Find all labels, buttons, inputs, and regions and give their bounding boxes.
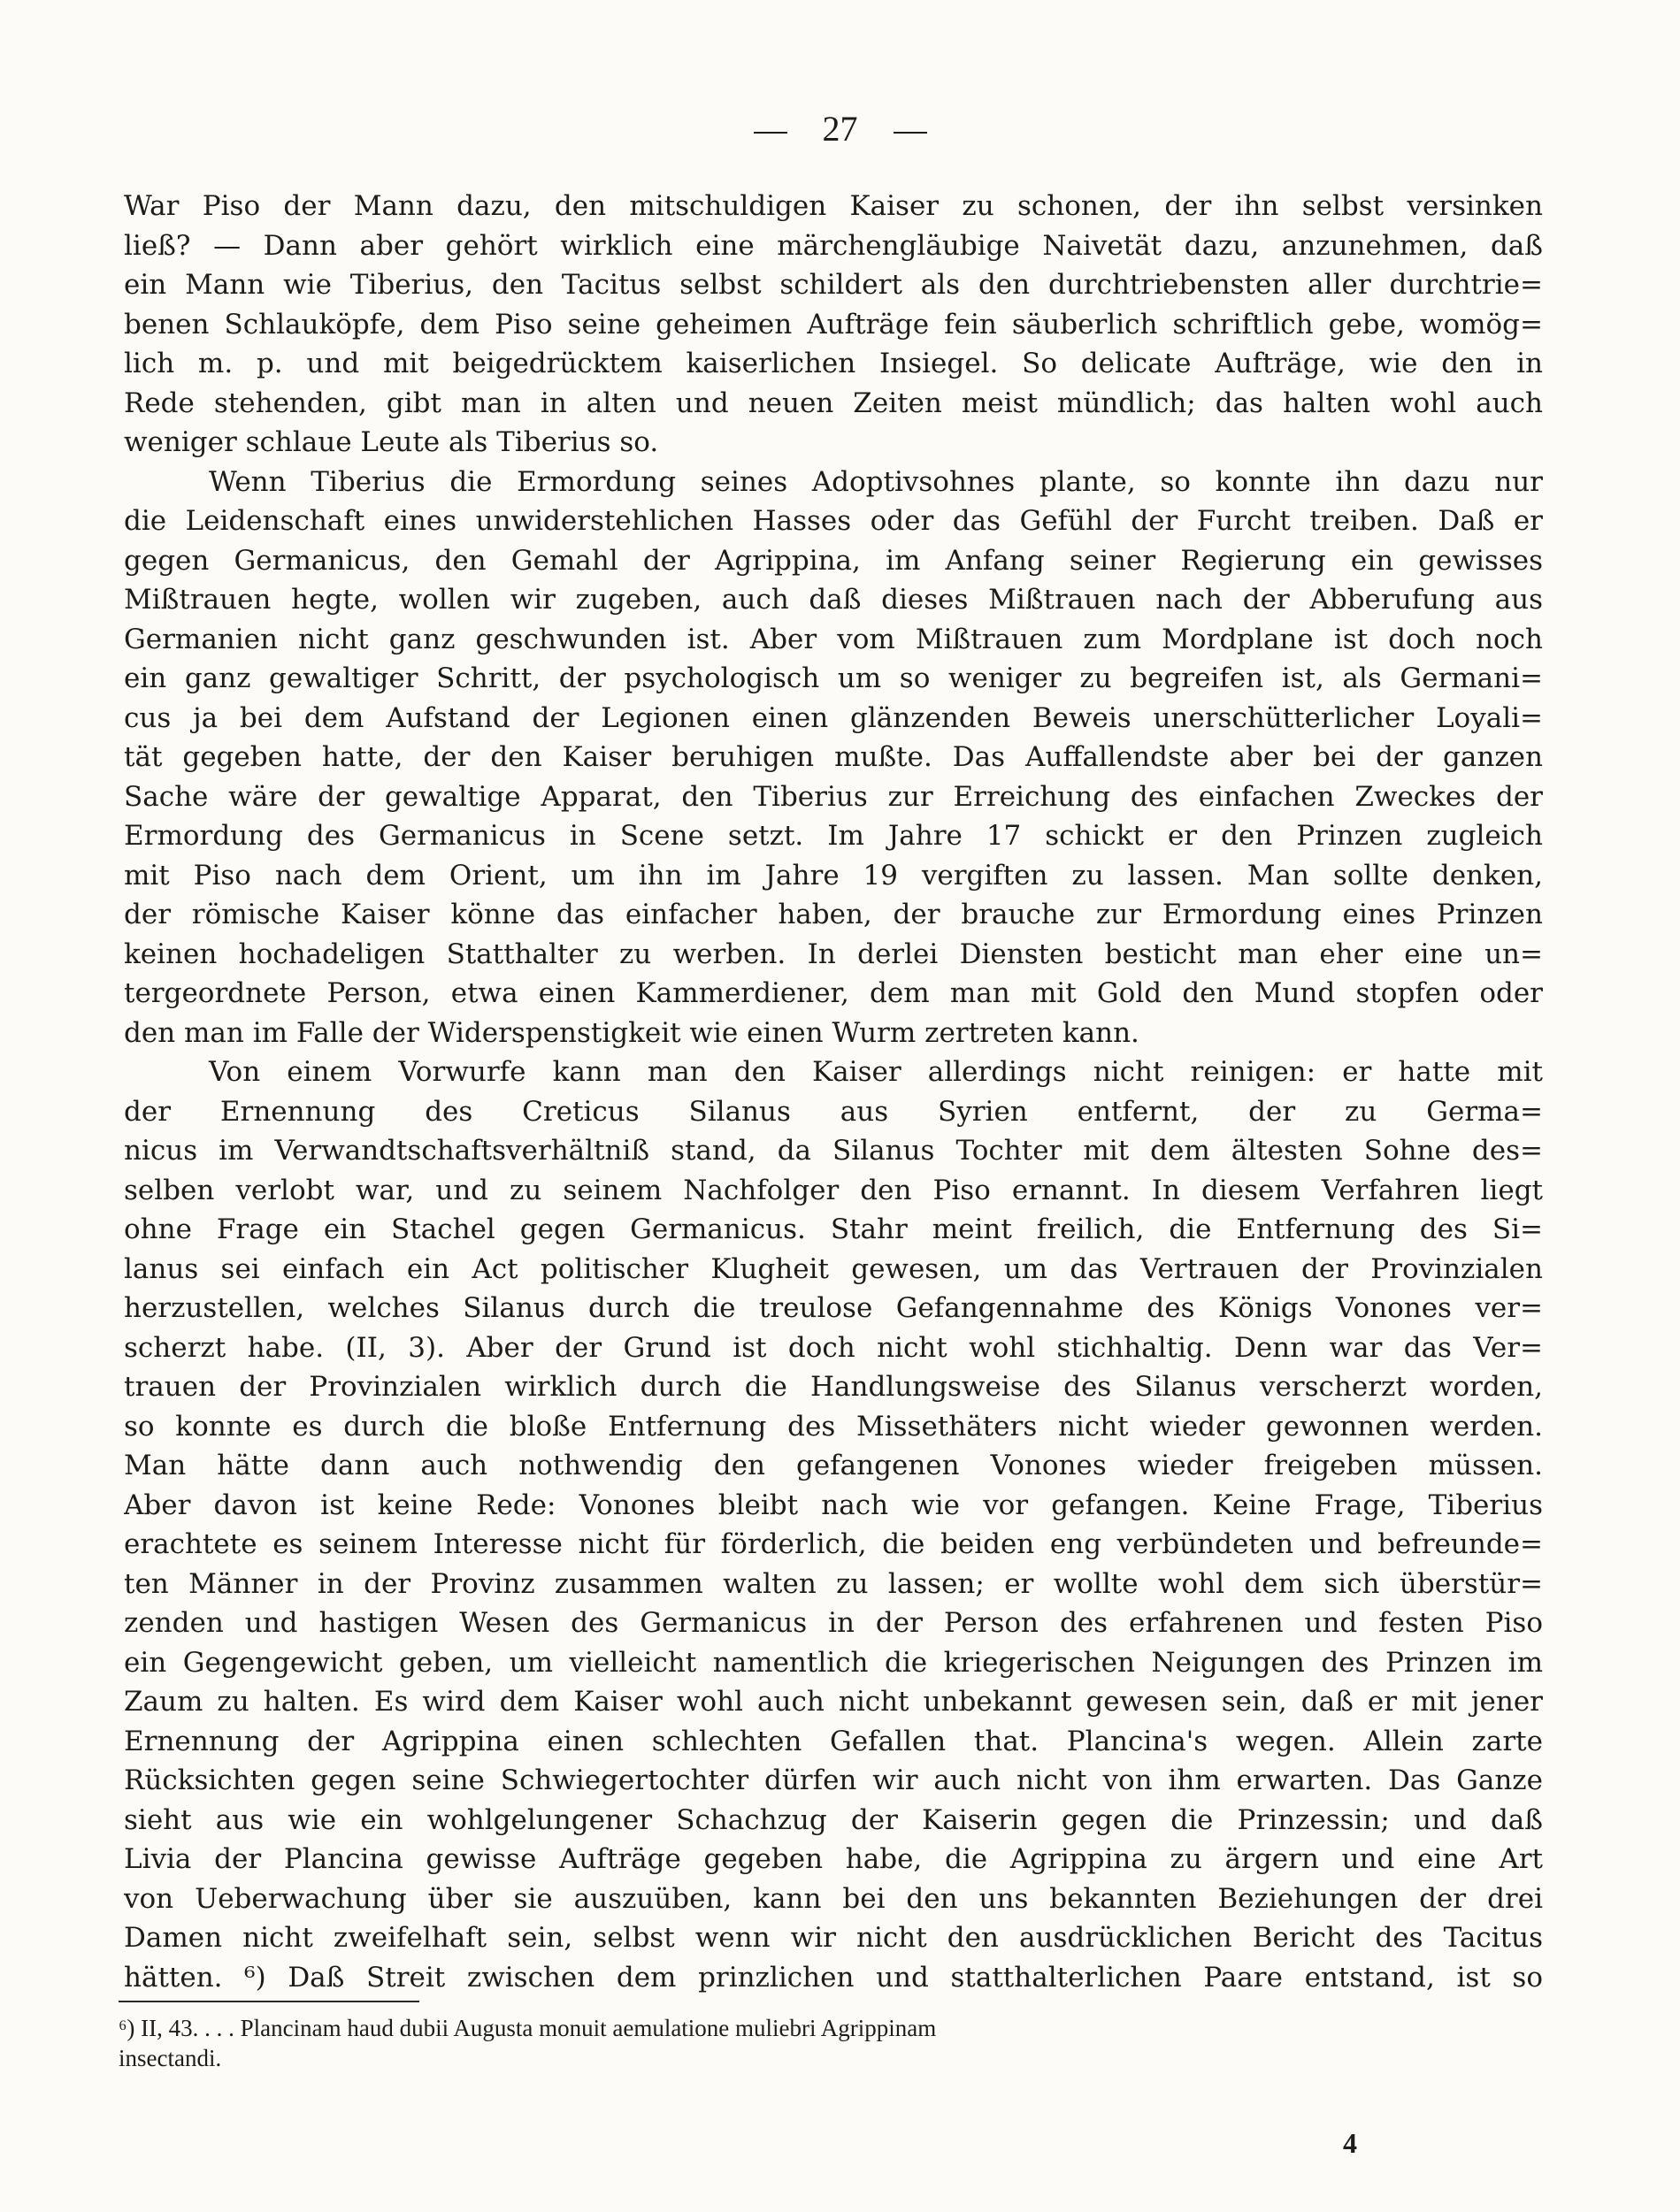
text-line: Man hätte dann auch nothwendig den gefangenen Vonones wieder freigeben müssen. <box>124 1450 1543 1481</box>
text-line: Ernennung der Agrippina einen schlechten Gefallen that. Plancina's wegen. Allein zarte <box>124 1725 1543 1757</box>
page-number: 27 <box>822 109 858 149</box>
text-line: scherzt habe. (II, 3). Aber der Grund ist doch nicht wohl stichhaltig. Denn war das Ver= <box>124 1331 1543 1364</box>
footnote-line: insectandi. <box>119 2045 222 2071</box>
paragraph-1 <box>124 187 1543 463</box>
text-line: der römische Kaiser könne das einfacher haben, der brauche zur Ermordung eines Prinzen <box>124 899 1543 930</box>
text-line: Mißtrauen hegte, wollen wir zugeben, auch daß dieses Mißtrauen nach der Abberufung aus <box>124 584 1543 616</box>
body-text <box>124 187 1543 1997</box>
text-line: von Ueberwachung über sie auszuüben, kann bei den uns bekannten Beziehungen der drei <box>124 1882 1543 1915</box>
text-line: Ermordung des Germanicus in Scene setzt. Im Jahre 17 schickt er den Prinzen zugleich <box>124 820 1543 852</box>
text-line: benen Schlauköpfe, dem Piso seine geheimen Aufträge fein säuberlich schriftlich gebe, womög= <box>124 308 1543 341</box>
text-line: Damen nicht zweifelhaft sein, selbst wenn wir nicht den ausdrücklichen Bericht des Tacitus <box>124 1922 1543 1954</box>
text-line: trauen der Provinzialen wirklich durch die Handlungsweise des Silanus verscherzt worden, <box>124 1371 1543 1403</box>
text-line: Aber davon ist keine Rede: Vonones bleibt nach wie vor gefangen. Keine Frage, Tiberius <box>124 1489 1543 1521</box>
header-dash-right <box>894 132 927 134</box>
text-line: Sache wäre der gewaltige Apparat, den Tiberius zur Erreichung des einfachen Zweckes der <box>124 780 1543 813</box>
text-line: Rücksichten gegen seine Schwiegertochter dürfen wir auch nicht von ihm erwarten. Das Ganze <box>124 1764 1543 1796</box>
page-header <box>0 108 1680 149</box>
text-line: mit Piso nach dem Orient, um ihn im Jahre 19 vergiften zu lassen. Man sollte denken, <box>124 859 1543 892</box>
text-line: Rede stehenden, gibt man in alten und neuen Zeiten meist mündlich; das halten wohl auch <box>124 387 1543 419</box>
text-line: so konnte es durch die bloße Entfernung des Missethäters nicht wieder gewonnen werden. <box>124 1410 1543 1443</box>
text-line: War Piso der Mann dazu, den mitschuldigen Kaiser zu schonen, der ihn selbst versinken <box>124 190 1543 222</box>
text-line: ein Gegengewicht geben, um vielleicht namentlich die kriegerischen Neigungen des Prinzen im <box>124 1646 1543 1679</box>
text-line: tergeordnete Person, etwa einen Kammerdiener, dem man mit Gold den Mund stopfen oder <box>124 977 1543 1009</box>
text-line: hätten. ⁶) Daß Streit zwischen dem prinzlichen und statthalterlichen Paare entstand, ist so <box>124 1961 1543 1994</box>
text-line: Germanien nicht ganz geschwunden ist. Aber vom Mißtrauen zum Mordplane ist doch noch <box>124 623 1543 655</box>
text-line: ten Männer in der Provinz zusammen walten zu lassen; er wollte wohl dem sich überstür= <box>124 1567 1543 1600</box>
text-line: nicus im Verwandtschaftsverhältniß stand, da Silanus Tochter mit dem ältesten Sohne des= <box>124 1135 1543 1167</box>
text-line: weniger schlaue Leute als Tiberius so. <box>124 426 659 458</box>
text-line: der Ernennung des Creticus Silanus aus Syrien entfernt, der zu Germa= <box>124 1095 1543 1128</box>
text-line: Von einem Vorwurfe kann man den Kaiser allerdings nicht reinigen: er hatte mit <box>209 1056 1543 1088</box>
text-line: Wenn Tiberius die Ermordung seines Adoptivsohnes plante, so konnte ihn dazu nur <box>209 465 1543 498</box>
text-line: lich m. p. und mit beigedrücktem kaiserlichen Insiegel. So delicate Aufträge, wie den in <box>124 348 1543 379</box>
text-line: tät gegeben hatte, der den Kaiser beruhigen mußte. Das Auffallendste aber bei der ganzen <box>124 741 1543 773</box>
text-line: ein ganz gewaltiger Schritt, der psychologisch um so weniger zu begreifen ist, als Germani= <box>124 662 1543 694</box>
text-line: die Leidenschaft eines unwiderstehlichen Hasses oder das Gefühl der Furcht treiben. Daß er <box>124 505 1543 537</box>
text-line: keinen hochadeligen Statthalter zu werben. In derlei Diensten besticht man eher eine un= <box>124 938 1543 970</box>
footnote-line: ⁶) II, 43. . . . Plancinam haud dubii Augusta monuit aemulatione muliebri Agrippinam <box>119 2015 937 2041</box>
paragraph-2 <box>124 463 1543 1053</box>
text-line: zenden und hastigen Wesen des Germanicus in der Person des erfahrenen und festen Piso <box>124 1607 1543 1639</box>
text-line: herzustellen, welches Silanus durch die treulose Gefangennahme des Königs Vonones ver= <box>124 1292 1543 1324</box>
text-line: erachtete es seinem Interesse nicht für förderlich, die beiden eng verbündeten und befreunde= <box>124 1528 1543 1560</box>
text-line: Livia der Plancina gewisse Aufträge gegeben habe, die Agrippina zu ärgern und eine Art <box>124 1843 1543 1875</box>
text-line: ließ? — Dann aber gehört wirklich eine märchengläubige Naivetät dazu, anzunehmen, daß <box>124 229 1543 262</box>
text-line: selben verlobt war, und zu seinem Nachfolger den Piso ernannt. In diesem Verfahren liegt <box>124 1174 1543 1206</box>
text-line: cus ja bei dem Aufstand der Legionen einen glänzenden Beweis unerschütterlicher Loyali= <box>124 701 1543 734</box>
footnote-divider <box>119 2001 419 2002</box>
text-line: Zaum zu halten. Es wird dem Kaiser wohl auch nicht unbekannt gewesen sein, daß er mit jener <box>124 1686 1543 1718</box>
header-dash-left <box>754 132 787 134</box>
text-line: ein Mann wie Tiberius, den Tacitus selbst schildert als den durchtriebensten aller durchtrie= <box>124 269 1543 301</box>
text-line: ohne Frage ein Stachel gegen Germanicus. Stahr meint freilich, die Entfernung des Si= <box>124 1213 1543 1245</box>
text-line: gegen Germanicus, den Gemahl der Agrippina, im Anfang seiner Regierung ein gewisses <box>124 544 1543 577</box>
signature-mark: 4 <box>1343 2127 1357 2159</box>
text-line: sieht aus wie ein wohlgelungener Schachzug der Kaiserin gegen die Prinzessin; und daß <box>124 1803 1543 1836</box>
paragraph-3 <box>124 1052 1543 1997</box>
footnote <box>119 2013 1543 2073</box>
text-line: den man im Falle der Widerspenstigkeit wie einen Wurm zertreten kann. <box>124 1016 1139 1049</box>
text-line: lanus sei einfach ein Act politischer Klugheit gewesen, um das Vertrauen der Provinzialen <box>124 1252 1543 1285</box>
